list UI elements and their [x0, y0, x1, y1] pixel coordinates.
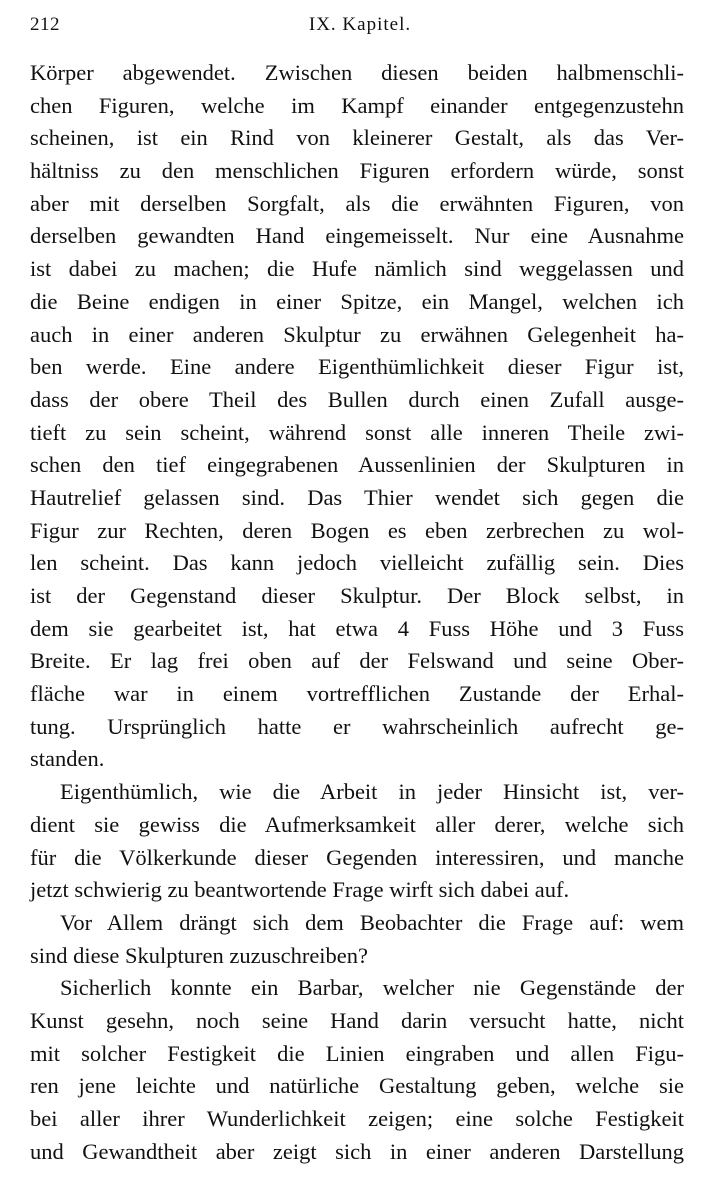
text-line: aber mit derselben Sorgfalt, als die erwähnten Figuren, von: [30, 190, 684, 216]
chapter-title: IX. Kapitel.: [308, 14, 412, 35]
text-line: mit solcher Festigkeit die Linien eingraben und allen Figu-: [30, 1040, 684, 1066]
text-line: Sicherlich konnte ein Barbar, welcher nie Gegenstände der: [60, 975, 684, 1001]
text-line: ben werde. Eine andere Eigenthümlichkeit dieser Figur ist,: [30, 354, 684, 380]
text-line: tung. Ursprünglich hatte er wahrscheinlich aufrecht ge-: [30, 713, 684, 739]
text-line: ren jene leichte und natürliche Gestaltung geben, welche sie: [30, 1073, 684, 1099]
text-line: Hautrelief gelassen sind. Das Thier wendet sich gegen die: [30, 484, 684, 510]
text-line: Vor Allem drängt sich dem Beobachter die Frage auf: wem: [60, 909, 684, 935]
text-line: fläche war in einem vortrefflichen Zustande der Erhal-: [30, 681, 684, 707]
text-line: bei aller ihrer Wunderlichkeit zeigen; eine solche Festigkeit: [30, 1106, 684, 1131]
text-line: tieft zu sein scheint, während sonst alle inneren Theile zwi-: [30, 419, 684, 445]
text-line: dem sie gearbeitet ist, hat etwa 4 Fuss Höhe und 3 Fuss: [30, 615, 684, 641]
text-line: Figur zur Rechten, deren Bogen es eben zerbrechen zu wol-: [30, 517, 684, 543]
text-line: chen Figuren, welche im Kampf einander entgegenzustehn: [30, 92, 684, 118]
text-line: standen.: [30, 746, 105, 772]
text-line: scheinen, ist ein Rind von kleinerer Gestalt, als das Ver-: [30, 125, 684, 151]
text-line: sind diese Skulpturen zuzuschreiben?: [30, 942, 369, 968]
text-line: jetzt schwierig zu beantwortende Frage wirft sich dabei auf.: [30, 877, 570, 903]
text-line: für die Völkerkunde dieser Gegenden interessiren, und manche: [30, 844, 684, 870]
body-text: [30, 57, 684, 1168]
text-line: derselben gewandten Hand eingemeisselt. Nur eine Ausnahme: [30, 223, 684, 249]
text-line: Kunst gesehn, noch seine Hand darin versucht hatte, nicht: [30, 1007, 684, 1033]
page-number: 212: [30, 14, 60, 35]
text-line: Breite. Er lag frei oben auf der Felswand und seine Ober-: [30, 648, 684, 674]
text-line: und Gewandtheit aber zeigt sich in einer anderen Darstellung: [30, 1138, 684, 1164]
text-line: auch in einer anderen Skulptur zu erwähnen Gelegenheit ha-: [30, 321, 684, 347]
text-line: hältniss zu den menschlichen Figuren erfordern würde, sonst: [30, 158, 684, 184]
text-line: dient sie gewiss die Aufmerksamkeit aller derer, welche sich: [30, 811, 684, 837]
text-line: dass der obere Theil des Bullen durch einen Zufall ausge-: [30, 386, 684, 412]
text-line: ist dabei zu machen; die Hufe nämlich sind weggelassen und: [30, 256, 684, 282]
text-line: die Beine endigen in einer Spitze, ein Mangel, welchen ich: [30, 288, 684, 314]
text-line: Eigenthümlich, wie die Arbeit in jeder Hinsicht ist, ver-: [60, 779, 684, 805]
text-line: len scheint. Das kann jedoch vielleicht zufällig sein. Dies: [30, 550, 684, 576]
running-head: [30, 14, 690, 44]
text-line: ist der Gegenstand dieser Skulptur. Der Block selbst, in: [30, 583, 684, 608]
text-line: Körper abgewendet. Zwischen diesen beiden halbmenschli-: [30, 60, 684, 85]
text-line: schen den tief eingegrabenen Aussenlinien der Skulpturen in: [30, 452, 684, 478]
